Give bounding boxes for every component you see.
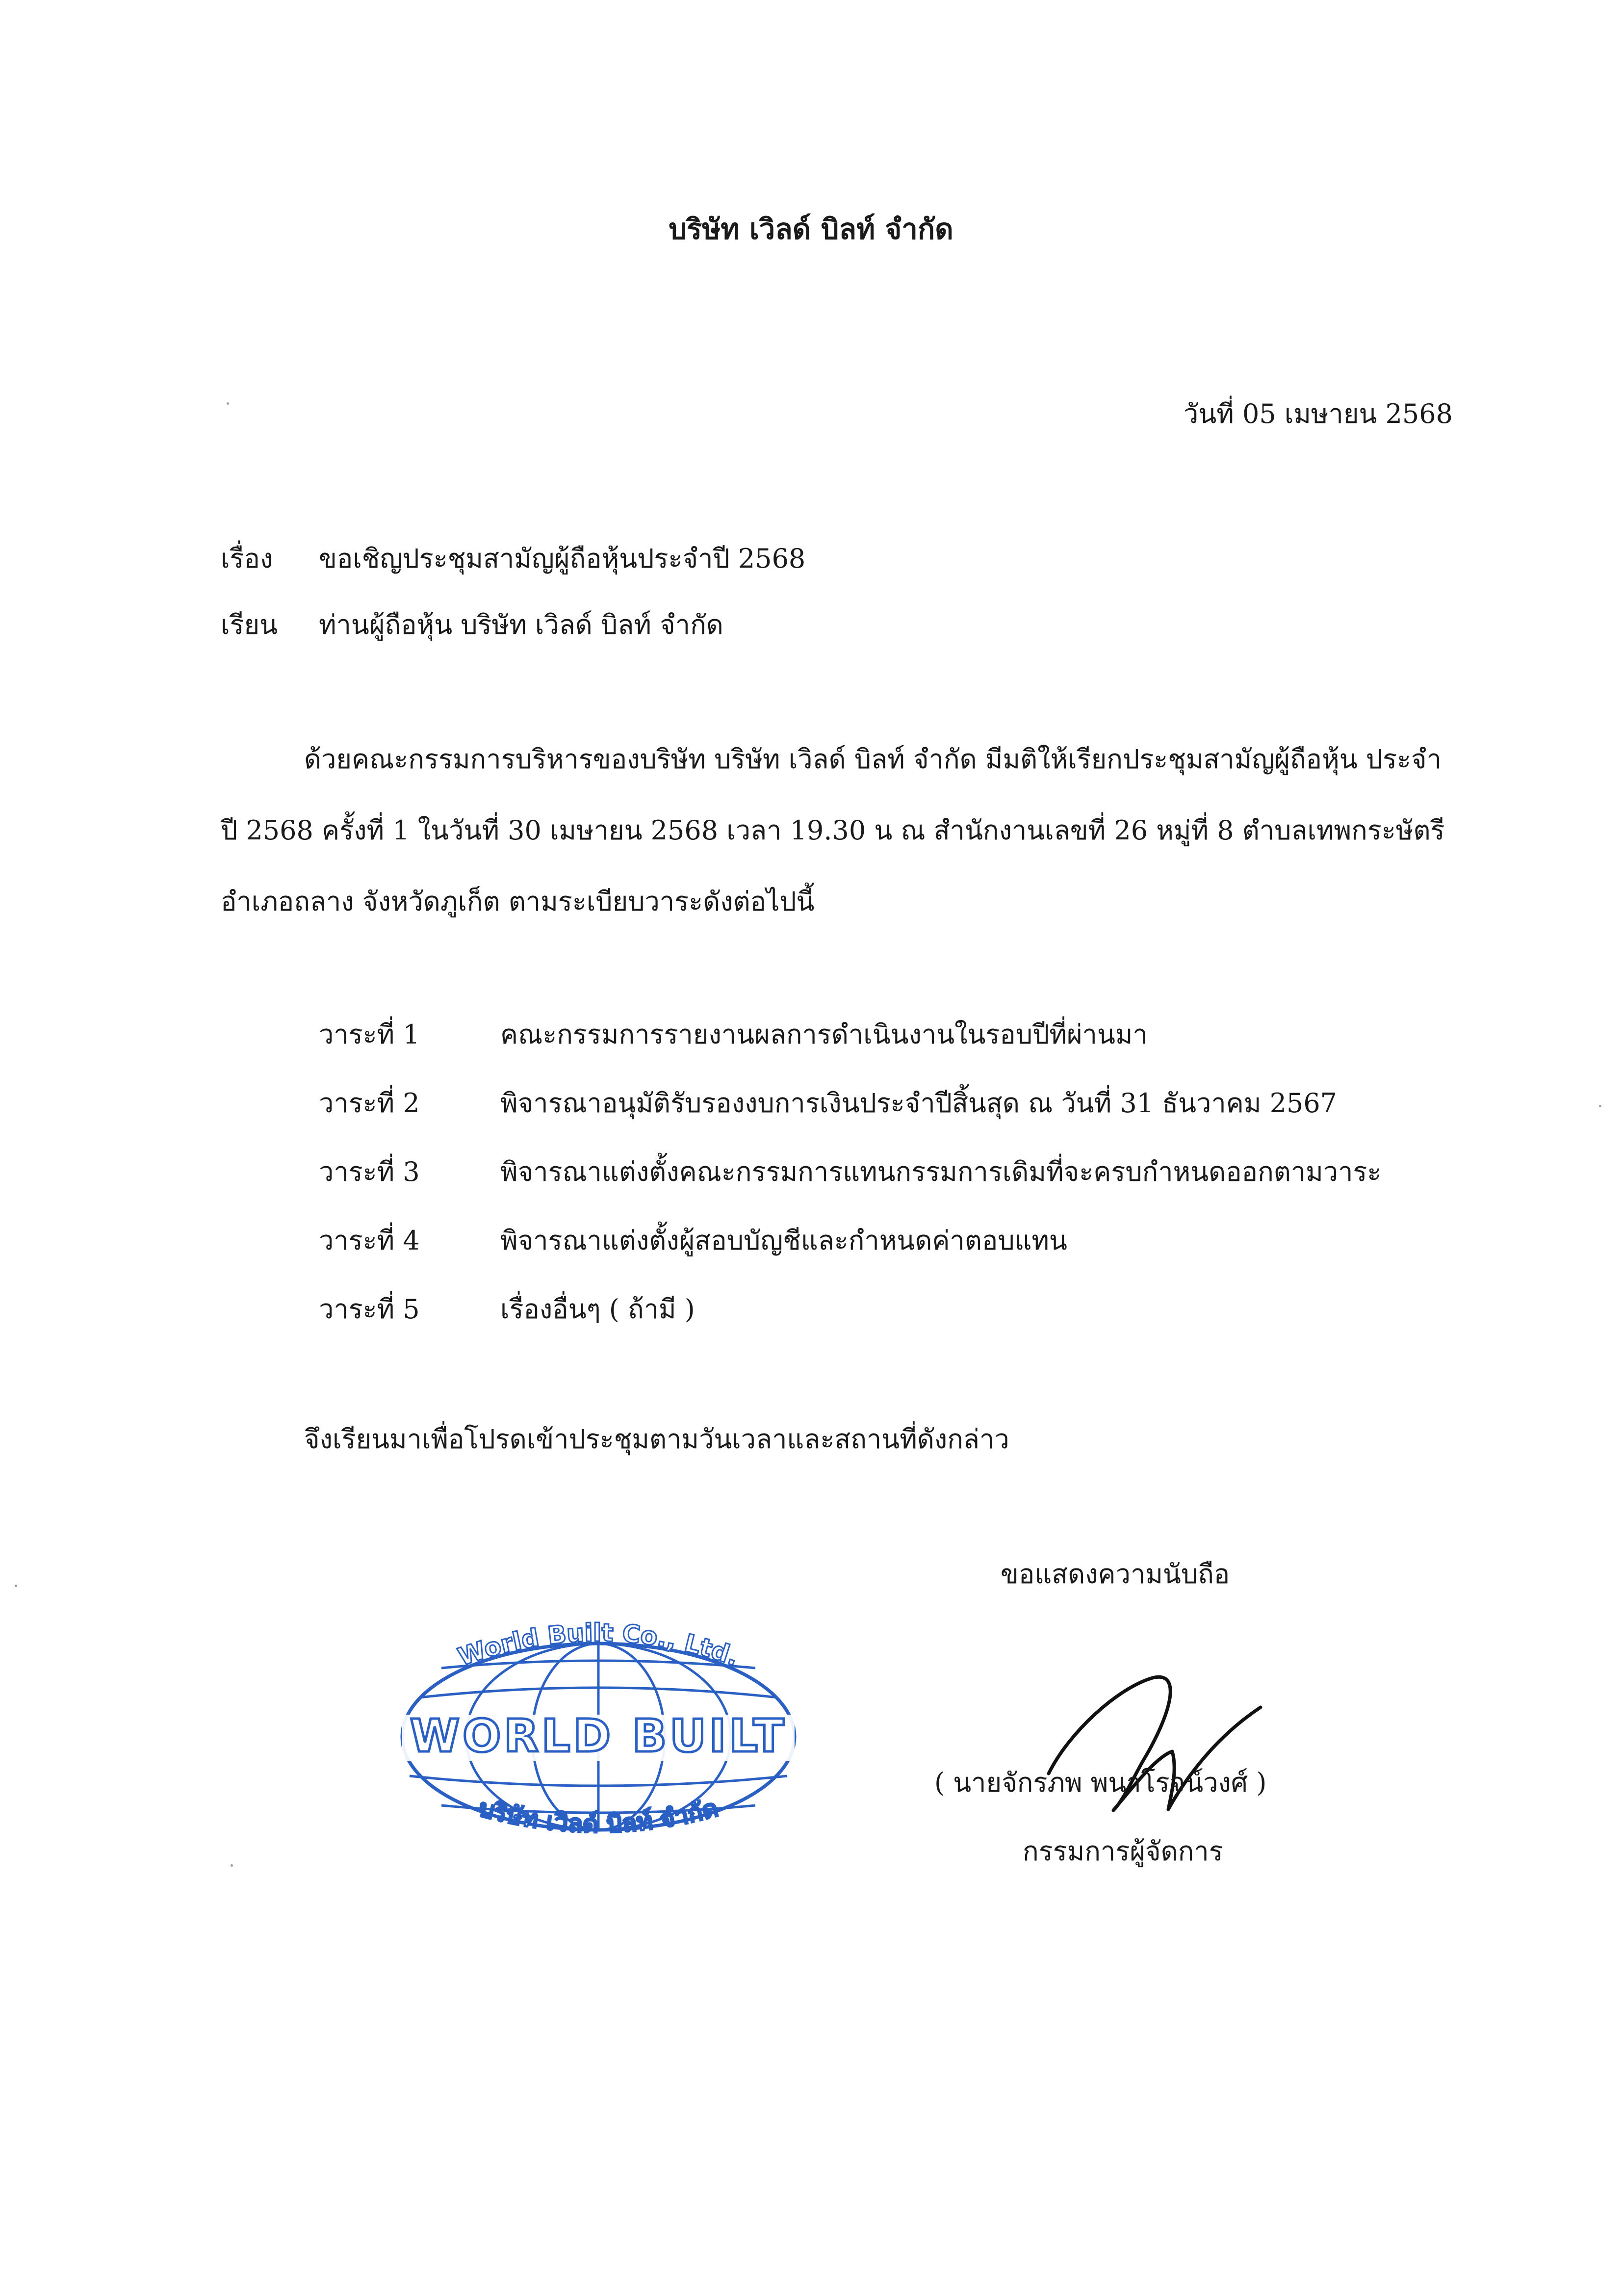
seal-graphic: [373, 1594, 824, 1850]
body-paragraph: ด้วยคณะกรรมการบริหารของบริษัท บริษัท เวิลด์ บิลท์ จำกัด มีมติให้เรียกประชุมสามัญผู้ถือหุ้น ประจำปี 2568 ครั้งที่ 1 ในวันที่ 30 เมษายน 2568 เวลา 19.30 น ณ สำนักงานเลขที่ 26 หมู่ที่ 8 ตำบลเทพกระษัตรี อำเภอถลาง จังหวัดภูเก็ต ตามระเบียบวาระดังต่อไปนี้: [221, 744, 1445, 917]
closing-text: จึงเรียนมาเพื่อโปรดเข้าประชุมตามวันเวลาและสถานที่ดังกล่าว: [304, 1424, 1009, 1455]
company-seal: [373, 1594, 824, 1850]
company-title: บริษัท เวิลด์ บิลท์ จำกัด: [669, 212, 953, 246]
agenda-item-text: เรื่องอื่นๆ ( ถ้ามี ): [500, 1294, 695, 1325]
agenda-item-label: วาระที่ 3: [319, 1156, 420, 1187]
subject-label: เรื่อง: [221, 543, 273, 574]
agenda-item-text: คณะกรรมการรายงานผลการดำเนินงานในรอบปีที่ผ่านมา: [500, 1019, 1148, 1050]
seal-top-text: World Built Co., Ltd.: [454, 1618, 743, 1671]
recipient-label: เรียน: [221, 609, 278, 640]
seal-center-text: WORLD BUILT: [410, 1710, 787, 1762]
agenda-item-label: วาระที่ 5: [319, 1294, 420, 1325]
recipient-text: ท่านผู้ถือหุ้น บริษัท เวิลด์ บิลท์ จำกัด: [319, 609, 723, 640]
scan-speck: [15, 1585, 17, 1587]
agenda-item-text: พิจารณาแต่งตั้งผู้สอบบัญชีและกำหนดค่าตอบแทน: [500, 1225, 1067, 1256]
agenda-item-text: พิจารณาแต่งตั้งคณะกรรมการแทนกรรมการเดิมที่จะครบกำหนดออกตามวาระ: [500, 1156, 1382, 1187]
signer-title: กรรมการผู้จัดการ: [1023, 1836, 1223, 1867]
signer-name: ( นายจักรภพ พนาโรจน์วงศ์ ): [934, 1767, 1267, 1798]
agenda-item-label: วาระที่ 4: [319, 1225, 420, 1256]
scan-speck: [227, 402, 229, 405]
agenda-item-text: พิจารณาอนุมัติรับรองงบการเงินประจำปีสิ้นสุด ณ วันที่ 31 ธันวาคม 2567: [500, 1088, 1338, 1119]
agenda-item-label: วาระที่ 1: [319, 1019, 420, 1050]
letter-date: วันที่ 05 เมษายน 2568: [1184, 398, 1453, 429]
agenda-item-label: วาระที่ 2: [319, 1088, 420, 1119]
closing-regards: ขอแสดงความนับถือ: [1001, 1559, 1230, 1590]
subject-text: ขอเชิญประชุมสามัญผู้ถือหุ้นประจำปี 2568: [319, 543, 806, 574]
scan-speck: [1599, 1105, 1601, 1107]
scan-speck: [231, 1864, 233, 1867]
seal-bottom-text: บริษัท เวิลด์ บิลท์ จำกัด: [475, 1793, 721, 1839]
